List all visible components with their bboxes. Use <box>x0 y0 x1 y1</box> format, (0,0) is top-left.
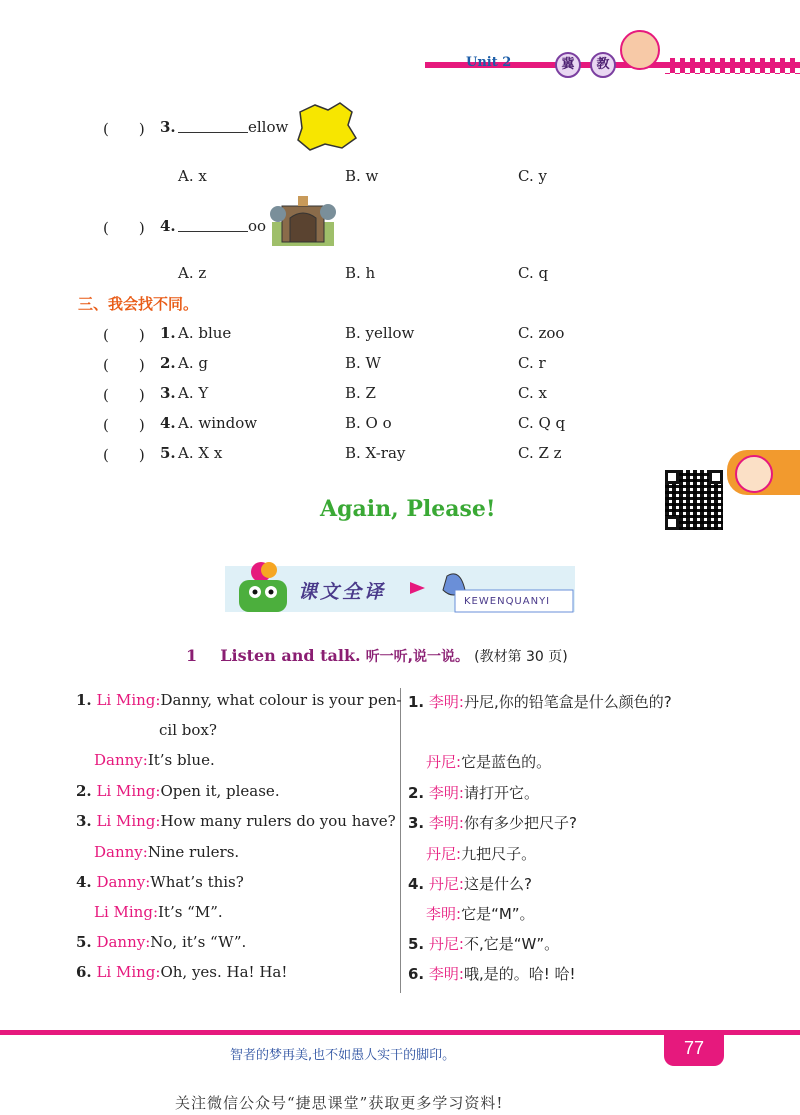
speaker: Danny: <box>96 933 151 951</box>
speaker: 丹尼: <box>428 875 464 893</box>
fill-blank[interactable] <box>176 118 250 137</box>
speaker: 李明: <box>426 905 462 923</box>
dialogue-line: No, it’s “W”. <box>150 933 247 951</box>
option-a: A. z <box>178 264 207 282</box>
speaker: 李明: <box>428 693 464 711</box>
speaker: 李明: <box>428 784 464 802</box>
option-a: A. X x <box>178 444 223 462</box>
unit-label: Unit 2 <box>466 55 512 70</box>
textbook-ref: (教材第 30 页) <box>474 649 568 665</box>
mascot-face-icon <box>735 455 773 493</box>
dialogue-line: Open it, please. <box>160 782 280 800</box>
zoo-gate-image <box>268 192 338 248</box>
dialogue-line: Nine rulers. <box>147 843 240 861</box>
dialogue-line: 不,它是“W”。 <box>463 935 560 953</box>
exercise-title: Listen and talk. <box>220 646 361 665</box>
answer-paren: ( ) <box>103 446 145 464</box>
speaker: 李明: <box>428 814 464 832</box>
question-number: 4. <box>160 217 176 235</box>
speaker: 丹尼: <box>426 845 462 863</box>
yellow-blob-image <box>290 100 360 152</box>
speaker: Li Ming: <box>94 903 158 921</box>
qr-finder <box>665 516 679 530</box>
option-b: B. Z <box>345 384 376 402</box>
column-divider <box>400 688 401 993</box>
banner-title-cn: 课文全译 <box>298 581 387 603</box>
header-checker-decoration <box>665 58 800 74</box>
fill-blank[interactable] <box>176 217 250 236</box>
dialogue-line: Oh, yes. Ha! Ha! <box>160 963 288 981</box>
speaker: 李明: <box>428 965 464 983</box>
dialogue-line: 哦,是的。哈! 哈! <box>463 965 576 983</box>
line-number: 5. <box>408 935 425 953</box>
speaker: Li Ming: <box>96 691 161 709</box>
dialogue-line: 九把尺子。 <box>461 845 537 863</box>
dialogue-line: 丹尼,你的铅笔盒是什么颜色的? <box>463 693 672 711</box>
page-title: Again, Please! <box>320 496 496 522</box>
option-a: A. g <box>178 354 208 372</box>
line-number: 1. <box>76 691 92 709</box>
dialogue-line: How many rulers do you have? <box>160 812 396 830</box>
qr-finder <box>709 470 723 484</box>
dialogue-line: 这是什么? <box>463 875 532 893</box>
speaker: Danny: <box>94 843 148 861</box>
question-number: 5. <box>160 444 176 462</box>
speaker: 丹尼: <box>426 753 462 771</box>
question-number: 3. <box>160 384 176 402</box>
option-c: C. y <box>518 167 547 185</box>
line-number: 6. <box>76 963 92 981</box>
dialogue-line: It’s blue. <box>147 751 215 769</box>
option-c: C. zoo <box>518 324 565 342</box>
dialogue-line: Danny, what colour is your pen- <box>160 691 402 709</box>
section-heading: 三、我会找不同。 <box>78 295 199 313</box>
exercise-title-cn: 听一听,说一说。 <box>365 649 470 665</box>
option-b: B. w <box>345 167 379 185</box>
option-a: A. x <box>178 167 207 185</box>
speaker: Li Ming: <box>96 963 161 981</box>
dialogue-line: It’s “M”. <box>158 903 223 921</box>
option-b: B. O o <box>345 414 392 432</box>
option-b: B. h <box>345 264 376 282</box>
option-b: B. X-ray <box>345 444 406 462</box>
speaker: Danny: <box>94 751 148 769</box>
dialogue-line: What’s this? <box>150 873 244 891</box>
dialogue-line: cil box? <box>159 721 217 739</box>
option-b: B. W <box>345 354 381 372</box>
line-number: 3. <box>408 814 425 832</box>
option-a: A. blue <box>178 324 232 342</box>
line-number: 5. <box>76 933 92 951</box>
option-c: C. r <box>518 354 546 372</box>
speaker: Li Ming: <box>96 782 161 800</box>
line-number: 3. <box>76 812 92 830</box>
footer-motto: 智者的梦再美,也不如愚人实干的脚印。 <box>230 1048 456 1063</box>
qr-finder <box>665 470 679 484</box>
dialogue-line: 你有多少把尺子? <box>463 814 577 832</box>
answer-paren: ( ) <box>103 386 145 404</box>
answer-paren: ( ) <box>103 120 145 138</box>
dialogue-line: 它是“M”。 <box>461 905 535 923</box>
dialogue-line: 请打开它。 <box>463 784 539 802</box>
option-c: C. Z z <box>518 444 562 462</box>
option-c: C. q <box>518 264 549 282</box>
word-suffix: oo <box>248 217 267 235</box>
question-number: 1. <box>160 324 176 342</box>
line-number: 2. <box>408 784 425 802</box>
mascot-icon <box>620 30 660 70</box>
option-a: A. Y <box>178 384 209 402</box>
question-number: 3. <box>160 118 176 136</box>
speaker: Danny: <box>96 873 151 891</box>
question-number: 2. <box>160 354 176 372</box>
line-number: 1. <box>408 693 425 711</box>
bottom-watermark-note: 关注微信公众号“捷思课堂”获取更多学习资料! <box>175 1094 504 1112</box>
speaker: 丹尼: <box>428 935 464 953</box>
exercise-number: 1 <box>186 646 198 665</box>
line-number: 6. <box>408 965 425 983</box>
option-a: A. window <box>178 414 258 432</box>
answer-paren: ( ) <box>103 219 145 237</box>
speaker: Li Ming: <box>96 812 161 830</box>
publisher-badge-1: 冀 <box>555 52 581 78</box>
dialogue-line: 它是蓝色的。 <box>461 753 552 771</box>
answer-paren: ( ) <box>103 356 145 374</box>
line-number: 4. <box>76 873 92 891</box>
exercise-heading <box>186 646 568 666</box>
publisher-badge-2: 教 <box>590 52 616 78</box>
line-number: 2. <box>76 782 92 800</box>
answer-paren: ( ) <box>103 416 145 434</box>
line-number: 4. <box>408 875 425 893</box>
option-b: B. yellow <box>345 324 415 342</box>
option-c: C. Q q <box>518 414 566 432</box>
banner-title-en: KEWENQUANYI <box>464 596 551 607</box>
answer-paren: ( ) <box>103 326 145 344</box>
page-number: 77 <box>664 1030 724 1066</box>
word-suffix: ellow <box>248 118 289 136</box>
option-c: C. x <box>518 384 547 402</box>
question-number: 4. <box>160 414 176 432</box>
